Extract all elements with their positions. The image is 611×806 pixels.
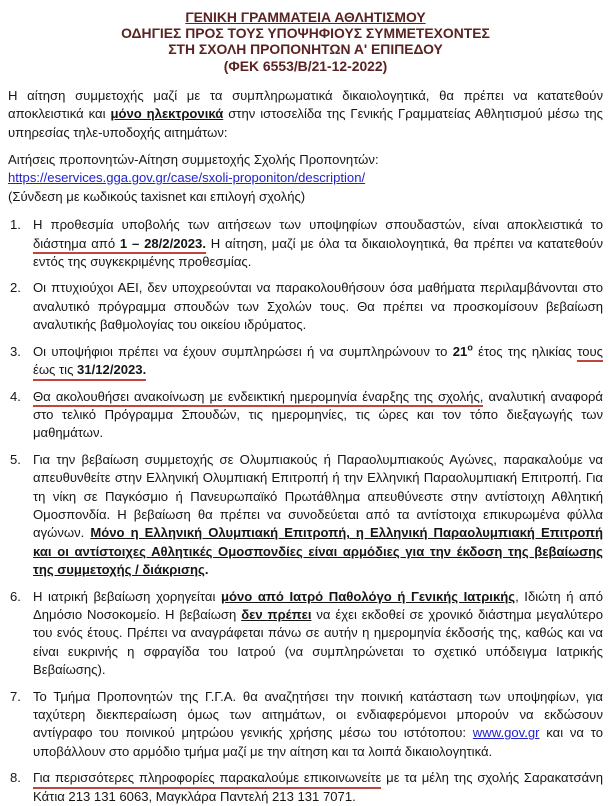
item-number: 8. [10, 770, 21, 786]
text-segment: Θα ακολουθήσει ανακοίνωση με ενδεικτική ημερομηνία έναρξης της σχολής, [33, 389, 483, 408]
text-segment: διάστημα από [33, 236, 120, 255]
text-segment: μόνο από Ιατρό Παθολόγο ή Γενικής Ιατρικής [220, 588, 516, 604]
item-number: 3. [10, 343, 21, 359]
list-item-4 [8, 388, 603, 443]
text-segment: 21 [452, 343, 468, 359]
list-item-6 [8, 588, 603, 680]
item-number: 4. [10, 388, 21, 404]
item-text [33, 216, 603, 271]
text-segment: , Ιδιώτη ή από Δημόσιο Νοσοκομείο. Η βεβαίωση [33, 588, 604, 622]
text-segment: Για περισσότερες πληροφορίες παρακαλούμε επικοινωνείτε [33, 770, 381, 789]
item-number: 5. [10, 451, 21, 467]
list-item-2 [8, 279, 603, 334]
header-subtitle-1: ΟΔΗΓΙΕΣ ΠΡΟΣ ΤΟΥΣ ΥΠΟΨΗΦΙΟΥΣ ΣΥΜΜΕΤΕΧΟΝΤΕΣ [121, 25, 490, 42]
text-segment: αναλυτική αναφορά στο τελικό Πρόγραμμα Σπουδών, τις ημερομηνίες, τις ώρες και τον τόπο διεξαγωγής των μαθημάτων. [33, 388, 604, 441]
header-title: ΓΕΝΙΚΗ ΓΡΑΜΜΑΤΕΙΑ ΑΘΛΗΤΙΣΜΟΥ [185, 9, 426, 25]
text-segment: τους έως τις [33, 344, 603, 381]
text-segment: 31/12/2023. [77, 362, 146, 381]
instructions-list [8, 216, 603, 806]
item-text [33, 451, 603, 580]
item-number: 6. [10, 588, 21, 604]
item-text [33, 769, 603, 806]
text-segment: μόνο ηλεκτρονικά [110, 106, 224, 122]
text-segment: Οι πτυχιούχοι ΑΕΙ, δεν υποχρεούνται να παρακολουθήσουν όσα μαθήματα περιλαμβάνονται στο αναλυτικό πρόγραμμα σπουδών των Σχολών τους. Θα πρέπει να προσκομίσουν βεβαίωση αναλυτικής βαθμολογίας του οικείου ιδρύματος. [33, 280, 603, 333]
text-segment: Η αίτηση, μαζί με όλα τα δικαιολογητικά, θα πρέπει να κατατεθούν εντός της συγκεκριμένης προθεσμίας. [33, 235, 603, 270]
text-segment: Η αίτηση συμμετοχής μαζί με τα συμπληρωματικά δικαιολογητικά, θα πρέπει να κατατεθούν αποκλειστικά και [8, 87, 603, 122]
text-segment: Για την βεβαίωση συμμετοχής σε Ολυμπιακούς ή Παραολυμπιακούς Αγώνες, παρακαλούμε να απευθυνθείτε στην Ελληνική Ολυμπιακή Επιτροπή ή την Ελληνική Παραολυμπιακή Επιτροπή. Για τη νίκη σε Παγκόσμιο ή Πανευρωπαϊκό Πρωτάθλημα απευθύνεστε στην αντίστοιχη Αθλητική Ομοσπονδία. Η βεβαίωση θα πρέπει να συνοδεύεται από τα αντίστοιχα επικυρωμένα φύλλα αγώνων. [33, 451, 603, 541]
text-segment: και να το υποβάλλουν στο αρμόδιο τμήμα μαζί με την αίτηση και τα λοιπά δικαιολογητικά. [33, 725, 603, 759]
item-number: 7. [10, 688, 21, 704]
text-segment: με τα μέλη της σχολής Σαρακατσάνη Κάτια 213 131 6063, Μαγκλάρα Παντελή 213 131 7071. [33, 770, 604, 804]
text-segment: έτος της ηλικίας [472, 343, 578, 359]
list-item-3 [8, 343, 603, 380]
list-item-5 [8, 451, 603, 580]
header-subtitle-2: ΣΤΗ ΣΧΟΛΗ ΠΡΟΠΟΝΗΤΩΝ Α' ΕΠΙΠΕΔΟΥ [168, 41, 443, 58]
text-segment: Η ιατρική βεβαίωση χορηγείται [33, 588, 221, 604]
application-note: (Σύνδεση με κωδικούς taxisnet και επιλογή σχολής) [8, 188, 306, 204]
document-header [8, 9, 603, 74]
text-segment: στην ιστοσελίδα της Γενικής Γραμματείας Αθλητισμού μέσω της υπηρεσίας τηλε-υποδοχής αιτημάτων: [8, 106, 603, 140]
item-number: 2. [10, 280, 21, 296]
list-item-7 [8, 688, 603, 762]
item-text [33, 588, 603, 680]
text-segment: Το Τμήμα Προπονητών της Γ.Γ.Α. θα αναζητήσει την ποινική κατάσταση των υποψηφίων, για ταχύτερη διεκπεραίωση όμως των αιτημάτων, οι ενδιαφερόμενοι μπορούν να εκδώσουν αντίγραφο του ποινικού μητρώου γενικής χρήσης μέσω του ιστότοπου: [33, 688, 603, 741]
item-text [33, 343, 603, 380]
text-segment: να έχει εκδοθεί σε χρονικό διάστημα μεγαλύτερο του ενός έτους. Πρέπει να αναγράφεται πάνω σε αυτήν η ημερομηνία έκδοσής της, καθώς και να είναι ευκρινής η σφραγίδα του Ιατρού (να συμπληρώνεται το σχετικό υπόδειγμα Ιατρικής Βεβαίωσης). [33, 606, 603, 678]
text-segment: ο [467, 342, 473, 353]
text-segment: Η προθεσμία υποβολής των αιτήσεων των υποψηφίων σπουδαστών, είναι αποκλειστικά το [33, 217, 603, 233]
application-heading: Αιτήσεις προπονητών-Αίτηση συμμετοχής Σχολής Προπονητών: [8, 152, 379, 168]
item-number: 1. [10, 217, 21, 233]
text-segment: 1 – 28/2/2023. [120, 236, 206, 255]
text-segment: Μόνο η Ελληνική Ολυμπιακή Επιτροπή, η Ελληνική Παραολυμπιακή Επιτροπή και οι αντίστοιχες Αθλητικές Ομοσπονδίες είναι αρμόδιες για την έκδοση της βεβαίωσης της συμμετοχής / διάκρισης [33, 525, 603, 578]
list-item-8 [8, 769, 603, 806]
application-block [8, 151, 603, 206]
list-item-1 [8, 216, 603, 271]
item-text [33, 688, 603, 762]
text-segment: δεν πρέπει [241, 606, 312, 622]
item-text [33, 279, 603, 334]
text-segment: . [204, 562, 209, 578]
intro-paragraph [8, 87, 603, 142]
eservices-link[interactable]: https://eservices.gga.gov.gr/case/sxoli-proponiton/description/ [8, 170, 366, 186]
header-gazette-ref: (ΦΕΚ 6553/Β/21-12-2022) [223, 57, 388, 74]
item-text [33, 388, 603, 443]
text-segment: Οι υποψήφιοι πρέπει να έχουν συμπληρώσει ή να συμπληρώνουν το [33, 343, 453, 359]
gov-gr-link[interactable]: www.gov.gr [472, 725, 540, 741]
